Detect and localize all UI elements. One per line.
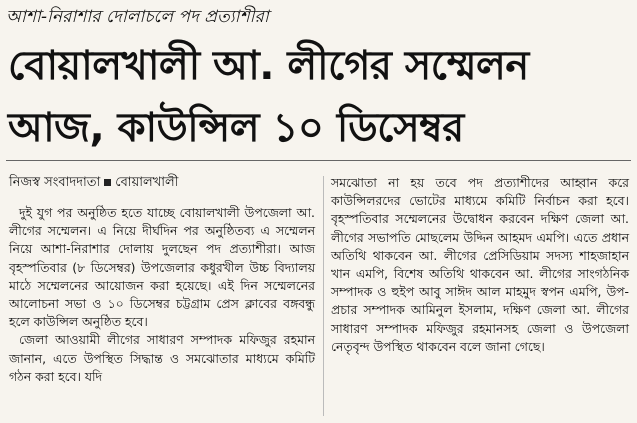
headline-rule [6, 160, 631, 161]
headline-line-2: আজ, কাউন্সিল ১০ ডিসেম্বর [8, 105, 464, 151]
article-paragraph-3: সমঝোতা না হয় তবে পদ প্রত্যাশীদের আহ্বান করে কাউন্সিলরদের ভোটের মাধ্যমে কমিটি নির্বাচন করা হবে। বৃহস্পতিবার সম্মেলনের উদ্বোধন করবেন দক্ষিণ জেলা আ. লীগের সভাপতি মোছলেম উদ্দিন আহমদ এমপি। এতে প্রধান অতিথি থাকবেন আ. লীগের প্রেসিডিয়াম সদস্য শাহজাহান খান এমপি, বিশেষ অতিথি থাকবেন আ. লীগের সাংগঠনিক সম্পাদক ও হুইপ আবু সাঈদ আল মাহমুদ স্বপন এমপি, উপ-প্রচার সম্পাদক আমিনুল ইসলাম, দক্ষিণ জেলা আ. লীগের সাধারণ সম্পাদক মফিজুর রহমানসহ জেলা ও উপজেলা নেতৃবৃন্দ উপস্থিত থাকবেন বলে জানা গেছে। [331, 175, 629, 354]
headline-line-1: বোয়ালখালী আ. লীগের সম্মেলন [8, 43, 529, 89]
article-paragraph-2: জেলা আওয়ামী লীগের সাধারণ সম্পাদক মফিজুর রহমান জানান, এতে উপস্থিত সিদ্ধান্ত ও সমঝোতার মাধ্যমে কমিটি গঠন করা হবে। যদি [9, 332, 315, 384]
article-column-left [9, 174, 315, 386]
article-paragraph-1: দুই যুগ পর অনুষ্ঠিত হতে যাচ্ছে বোয়ালখালী উপজেলা আ. লীগের সম্মেলন। এ নিয়ে দীর্ঘদিন পর অনুষ্ঠিতব্য এ সম্মেলন নিয়ে আশা-নিরাশার দোলায় দুলছেন পদ প্রত্যাশীরা। আজ বৃহস্পতিবার (৮ ডিসেম্বর) উপজেলার কধুরখীল উচ্চ বিদ্যালয় মাঠে সম্মেলনের আয়োজন করা হয়েছে। এই দিন সম্মেলনের আলোচনা সভা ও ১০ ডিসেম্বর চট্টগ্রাম প্রেস ক্লাবের বঙ্গবন্ধু হলে কাউন্সিল অনুষ্ঠিত হবে। [9, 205, 315, 330]
article-column-right [331, 174, 629, 356]
square-bullet-icon [104, 179, 111, 186]
kicker-line: আশা-নিরাশার দোলাচলে পদ প্রত্যাশীরা [6, 7, 269, 27]
byline-reporter: নিজস্ব সংবাদদাতা [9, 175, 101, 190]
byline-place: বোয়ালখালী [115, 175, 179, 190]
column-divider [323, 176, 324, 416]
byline [9, 174, 315, 192]
